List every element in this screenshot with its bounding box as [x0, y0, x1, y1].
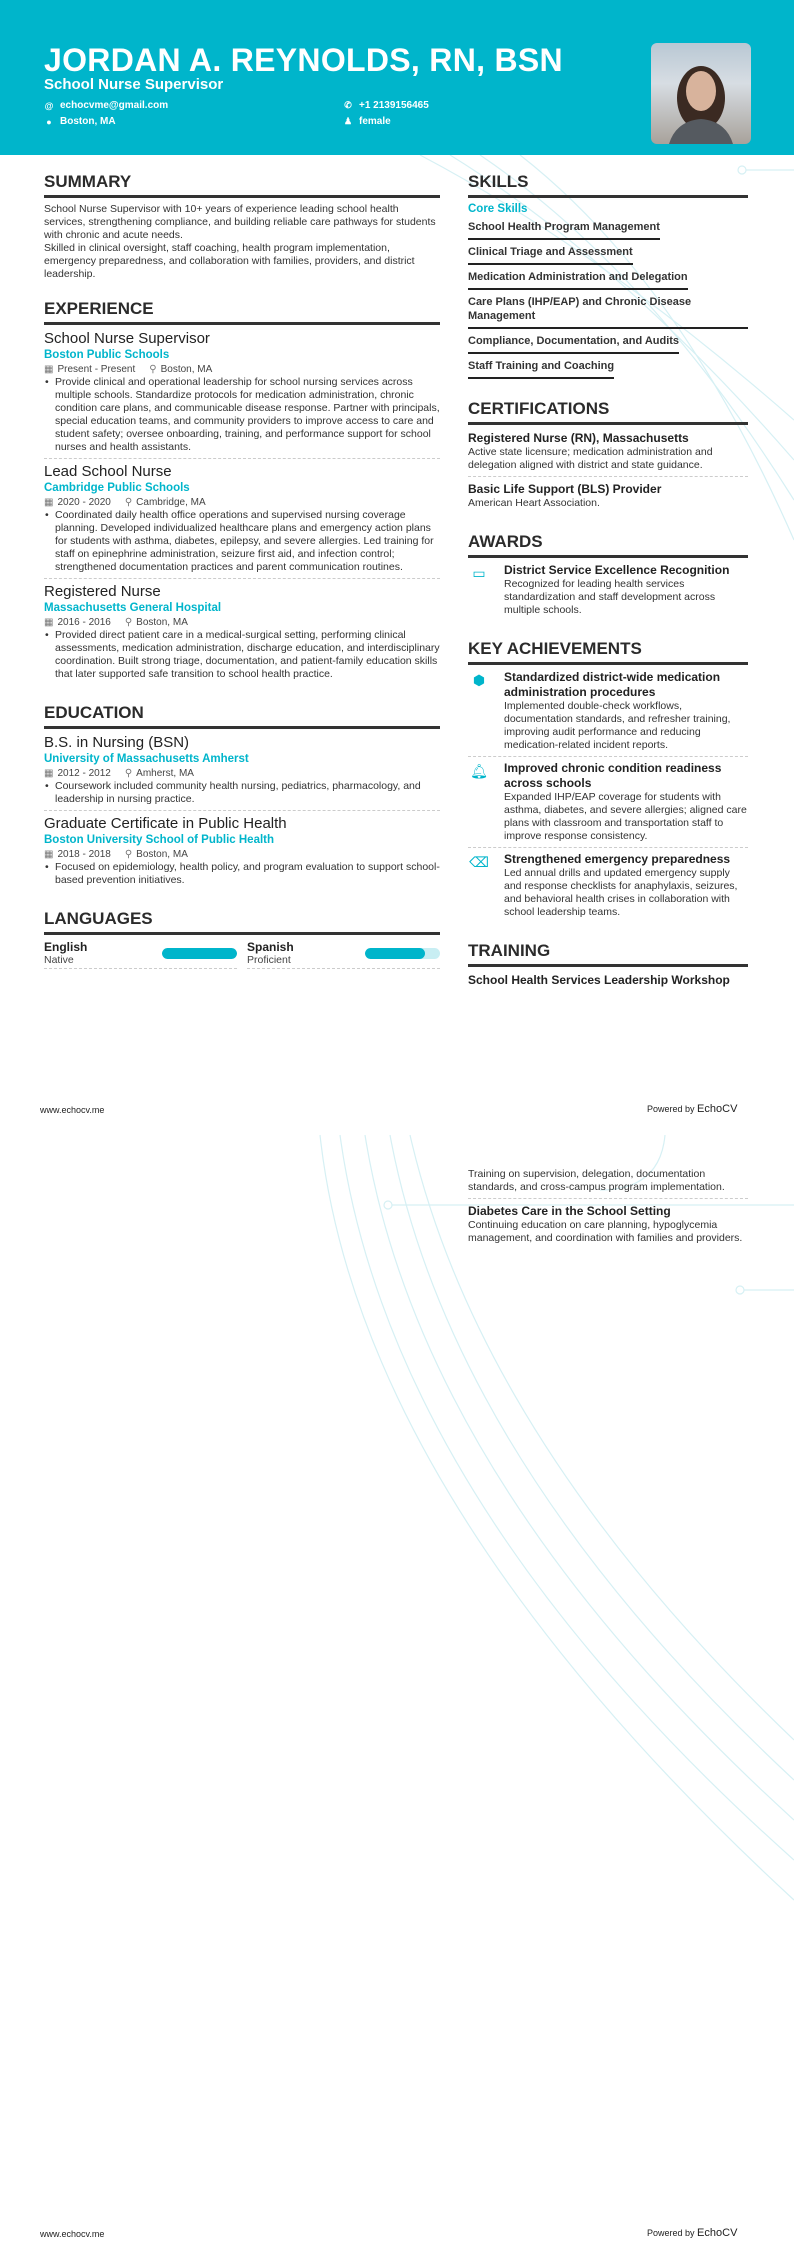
summary-section: [44, 172, 440, 281]
languages-section: [44, 909, 440, 969]
summary-heading: SUMMARY: [44, 172, 440, 198]
education-location: Boston, MA: [136, 849, 188, 860]
summary-paragraph: Skilled in clinical oversight, staff coaching, health program implementation, emergency preparedness, and collaboration with families, providers, and district leadership.: [44, 242, 415, 280]
job-title: Lead School Nurse: [44, 463, 172, 480]
employer: Boston Public Schools: [44, 349, 170, 361]
calendar-icon: ▦: [44, 849, 54, 860]
language-level: Native: [44, 954, 74, 966]
job-meta: [44, 496, 440, 509]
contact-email[interactable]: [44, 100, 168, 111]
award-item: [468, 563, 748, 621]
skill-item: Clinical Triage and Assessment: [468, 242, 633, 265]
language-name: Spanish: [247, 940, 294, 954]
language-proficiency-bar: [365, 948, 440, 959]
job-dates: Present - Present: [57, 364, 136, 375]
location-pin-icon: ⚲: [124, 617, 133, 628]
achievement-desc: Expanded IHP/EAP coverage for students with asthma, diabetes, and severe allergies; aligned care plans with classroom and transportation staff to improve response consistency.: [504, 791, 747, 842]
experience-heading: EXPERIENCE: [44, 299, 440, 325]
certification-desc: Active state licensure; medication administration and delegation aligned with district and state guidance.: [468, 446, 713, 471]
training-desc: Training on supervision, delegation, documentation standards, and cross-campus program implementation.: [468, 1168, 725, 1193]
tag-x-icon: ⌫: [469, 854, 489, 870]
education-dates: 2012 - 2012: [57, 768, 111, 779]
location-pin-icon: ●: [46, 116, 52, 127]
job-bullet: • Provided direct patient care in a medical-surgical setting, performing clinical assessments, medication administration, discharge education, and interdisciplinary coordination. Built strong triage, documentation, and patient-family education skills that later supported safe transition to school health practice.: [44, 629, 440, 681]
person-icon: ♟: [343, 116, 353, 126]
training-title: Diabetes Care in the School Setting: [468, 1204, 671, 1218]
job-bullet: • Provide clinical and operational leadership for school nursing services across multiple schools. Standardize protocols for medication administration, chronic condition care plans, and communicable disease response. Partner with principals, special education teams, and community providers to improve access to care and student safety; oversee onboarding, training, and performance support for school nurses and health assistants.: [44, 376, 440, 454]
awards-section: [468, 532, 748, 621]
experience-section: [44, 299, 440, 685]
degree: Graduate Certificate in Public Health: [44, 815, 287, 832]
job-dates: 2020 - 2020: [57, 497, 111, 508]
calendar-icon: ▦: [44, 497, 54, 508]
training-title: School Health Services Leadership Workshop: [468, 973, 730, 987]
calendar-icon: ▦: [44, 617, 54, 628]
education-meta: [44, 848, 440, 861]
email-text: echocvme@gmail.com: [60, 100, 169, 111]
school: University of Massachusetts Amherst: [44, 753, 249, 765]
education-heading: EDUCATION: [44, 703, 440, 729]
achievement-title: Strengthened emergency preparedness: [504, 852, 731, 866]
experience-entry: [44, 463, 440, 579]
education-meta: [44, 767, 440, 780]
left-column: [44, 172, 440, 987]
education-location: Amherst, MA: [136, 768, 194, 779]
brand-name: EchoCV: [697, 1103, 738, 1115]
job-bullet: • Coordinated daily health office operations and supervised nursing coverage planning. Developed individualized healthcare plans and emergency action plans for students with asthma, diabetes, epilepsy, and severe allergies. Led training for staff on epinephrine administration, seizure first aid, and infection control; strengthened documentation practices and parent communication routines.: [44, 509, 440, 574]
job-dates: 2016 - 2016: [57, 617, 111, 628]
experience-entry: [44, 583, 440, 685]
employer: Cambridge Public Schools: [44, 482, 190, 494]
gender-text: female: [359, 116, 391, 127]
job-location: Boston, MA: [160, 364, 213, 375]
training-heading: TRAINING: [468, 941, 748, 967]
certification-title: Registered Nurse (RN), Massachusetts: [468, 431, 689, 445]
education-dates: 2018 - 2018: [57, 849, 111, 860]
awards-heading: AWARDS: [468, 532, 748, 558]
job-title: Registered Nurse: [44, 583, 161, 600]
degree: B.S. in Nursing (BSN): [44, 734, 190, 751]
calendar-icon: ▦: [44, 364, 54, 375]
resume-header: [0, 0, 794, 155]
summary-paragraph: School Nurse Supervisor with 10+ years of experience leading school health services, strengthening compliance, and building reliable care pathways for students with chronic and acute needs.: [44, 203, 436, 241]
powered-by-text: Powered by: [647, 1104, 695, 1114]
location-pin-icon: ⚲: [124, 497, 133, 508]
skill-item: Medication Administration and Delegation: [468, 267, 688, 290]
achievements-heading: KEY ACHIEVEMENTS: [468, 639, 748, 665]
skill-item: Compliance, Documentation, and Audits: [468, 331, 679, 354]
achievement-item: [468, 670, 748, 757]
contact-location: [44, 116, 116, 127]
education-bullet: • Focused on epidemiology, health policy, and program evaluation to support school-based prevention initiatives.: [44, 861, 440, 887]
achievement-desc: Led annual drills and updated emergency supply and response checklists for anaphylaxis, seizures, and behavioral health crises in collaboration with school leadership teams.: [504, 867, 738, 918]
education-entry: [44, 734, 440, 811]
footer-powered[interactable]: [647, 1103, 737, 1115]
contact-phone[interactable]: [343, 100, 429, 111]
job-meta: [44, 363, 440, 376]
phone-text: +1 2139156465: [359, 100, 429, 111]
skill-item: School Health Program Management: [468, 217, 660, 240]
skill-item: Care Plans (IHP/EAP) and Chronic Disease Management: [468, 292, 748, 329]
achievement-item: [468, 761, 748, 848]
training-section: [468, 941, 748, 988]
certifications-section: [468, 399, 748, 514]
footer-powered[interactable]: [647, 2227, 737, 2239]
candidate-name: JORDAN A. REYNOLDS, RN, BSN: [44, 42, 563, 78]
skill-item: Staff Training and Coaching: [468, 356, 614, 379]
contact-gender: [343, 116, 391, 127]
language-level: Proficient: [247, 954, 291, 966]
achievement-title: Standardized district-wide medication administration procedures: [504, 670, 721, 699]
award-desc: Recognized for leading health services standardization and staff development across multiple schools.: [504, 578, 716, 616]
language-proficiency-bar: [162, 948, 237, 959]
brand-name: EchoCV: [697, 2227, 738, 2239]
language-name: English: [44, 940, 88, 954]
skill-category: Core Skills: [468, 203, 528, 215]
experience-entry: [44, 330, 440, 459]
right-column-page-2: [468, 1168, 748, 1253]
job-title: School Nurse Supervisor: [44, 330, 210, 347]
education-section: [44, 703, 440, 891]
certifications-heading: CERTIFICATIONS: [468, 399, 748, 425]
certification-title: Basic Life Support (BLS) Provider: [468, 482, 662, 496]
profile-photo: [651, 43, 751, 144]
achievements-section: [468, 639, 748, 923]
location-text: Boston, MA: [60, 116, 116, 127]
certification-desc: American Heart Association.: [468, 497, 600, 509]
achievement-title: Improved chronic condition readiness across schools: [504, 761, 722, 790]
bell-icon: 🔔︎: [470, 763, 488, 779]
language-item: [247, 940, 440, 969]
school: Boston University School of Public Health: [44, 834, 275, 846]
candidate-title: School Nurse Supervisor: [44, 76, 224, 93]
achievement-desc: Implemented double-check workflows, documentation standards, and refresher training, improving audit performance and reducing medication-related incident reports.: [504, 700, 731, 751]
cube-icon: ⬢: [472, 672, 486, 688]
footer-url[interactable]: www.echocv.me: [40, 1105, 105, 1115]
phone-icon: ✆: [344, 100, 352, 110]
job-meta: [44, 616, 440, 629]
footer-url[interactable]: www.echocv.me: [40, 2229, 105, 2239]
skills-section: [468, 172, 748, 381]
job-location: Boston, MA: [136, 617, 188, 628]
calendar-icon: ▦: [44, 768, 54, 779]
at-icon: @: [44, 100, 54, 111]
location-pin-icon: ⚲: [149, 364, 157, 375]
location-pin-icon: ⚲: [124, 849, 133, 860]
employer: Massachusetts General Hospital: [44, 602, 222, 614]
education-bullet: • Coursework included community health nursing, pediatrics, pharmacology, and leadership in nursing practice.: [44, 780, 440, 806]
language-item: [44, 940, 237, 969]
skills-heading: SKILLS: [468, 172, 748, 198]
job-location: Cambridge, MA: [136, 497, 206, 508]
location-pin-icon: ⚲: [124, 768, 133, 779]
languages-heading: LANGUAGES: [44, 909, 440, 935]
powered-by-text: Powered by: [647, 2228, 695, 2238]
achievement-item: [468, 852, 748, 923]
training-desc: Continuing education on care planning, hypoglycemia management, and coordination with families and providers.: [468, 1219, 743, 1244]
right-column: [468, 172, 748, 1006]
award-title: District Service Excellence Recognition: [504, 563, 730, 577]
education-entry: [44, 815, 440, 891]
badge-icon: ▭: [472, 565, 486, 581]
